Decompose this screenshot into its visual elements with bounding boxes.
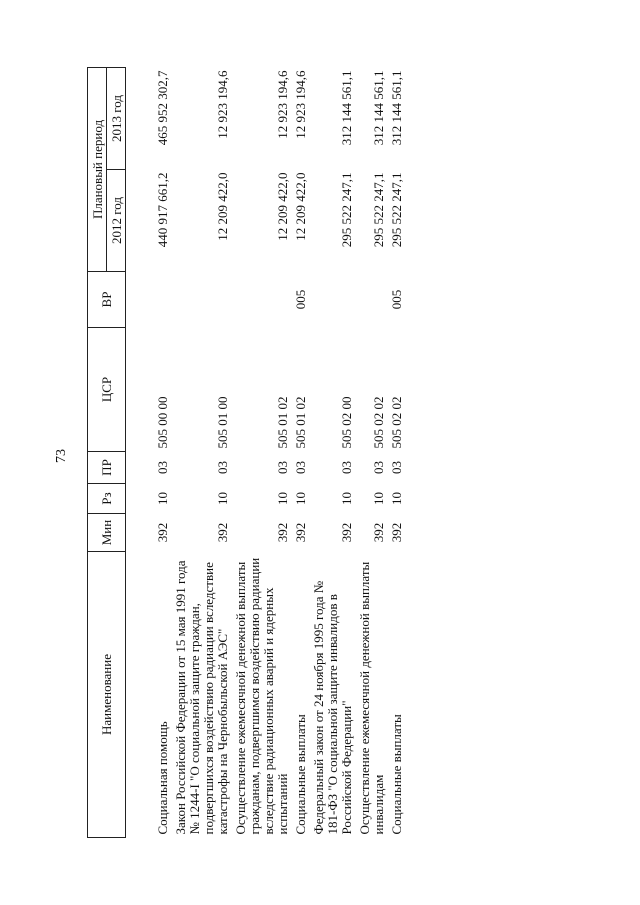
row-vr (310, 272, 356, 328)
table-row (232, 67, 292, 837)
table-row (126, 67, 173, 837)
row-rz: 10 (155, 492, 170, 505)
row-value-2013: 312 144 561,1 (389, 70, 404, 146)
header-plan-period: Плановый период (88, 67, 107, 271)
row-value-2012: 295 522 247,1 (371, 172, 386, 248)
table-row (172, 67, 232, 837)
header-name: Наименование (88, 552, 126, 838)
header-year-2013: 2013 год (107, 67, 126, 169)
row-value-2013: 12 923 194,6 (275, 70, 290, 139)
row-rz: 10 (275, 492, 290, 505)
row-value-2012: 295 522 247,1 (339, 172, 354, 248)
row-csr: 505 01 02 (275, 396, 290, 449)
row-rz: 10 (371, 492, 386, 505)
row-pr: 03 (339, 461, 354, 474)
row-csr: 505 00 00 (155, 396, 170, 449)
row-csr: 505 01 02 (293, 396, 308, 449)
row-pr: 03 (371, 461, 386, 474)
table-row (388, 67, 406, 837)
row-pr: 03 (275, 461, 290, 474)
row-value-2013: 312 144 561,1 (339, 70, 354, 146)
row-pr: 03 (293, 461, 308, 474)
row-value-2013: 465 952 302,7 (155, 70, 170, 146)
row-name: Осуществление ежемесячной денежной выплаты инвалидам (357, 561, 386, 835)
row-value-2012: 440 917 661,2 (155, 172, 170, 248)
row-rz: 10 (215, 492, 230, 505)
row-rz: 10 (339, 492, 354, 505)
row-name: Социальные выплаты (389, 714, 404, 835)
row-name: Федеральный закон от 24 ноября 1995 года № 181-ФЗ "О социальной защите инвалидов в Российской Федерации" (311, 580, 354, 835)
row-value-2012: 12 209 422,0 (215, 172, 230, 241)
row-value-2012: 12 209 422,0 (293, 172, 308, 241)
page-number: 73 (54, 449, 69, 463)
table-row (356, 67, 388, 837)
row-csr: 505 02 02 (389, 396, 404, 449)
row-rz: 10 (293, 492, 308, 505)
header-rz: Рз (88, 484, 126, 514)
rotated-table-wrapper (87, 68, 557, 838)
row-name: Осуществление ежемесячной денежной выплаты гражданам, подвергшимся воздействию радиации вследствие радиационных аварий и ядерных испытаний (233, 557, 290, 835)
row-value-2013: 12 923 194,6 (215, 70, 230, 139)
row-vr (356, 272, 388, 328)
row-csr: 505 02 00 (339, 396, 354, 449)
row-name: Социальные выплаты (293, 714, 308, 835)
row-min: 392 (389, 522, 404, 543)
row-vr: 005 (389, 289, 404, 310)
row-value-2013: 12 923 194,6 (293, 70, 308, 139)
row-min: 392 (155, 522, 170, 543)
row-min: 392 (215, 522, 230, 543)
table-body (126, 67, 407, 837)
row-vr (172, 272, 232, 328)
row-value-2013: 312 144 561,1 (371, 70, 386, 146)
header-min: Мин (88, 514, 126, 552)
row-name: Закон Российской Федерации от 15 мая 1991 года № 1244-I "О социальной защите граждан, подвергшихся воздействию радиации вследствие катастрофы на Чернобыльской АЭС" (173, 560, 230, 835)
row-value-2012: 12 209 422,0 (275, 172, 290, 241)
header-csr: ЦСР (88, 328, 126, 452)
row-min: 392 (275, 522, 290, 543)
budget-table (87, 67, 406, 838)
document-sheet (87, 68, 557, 838)
row-csr: 505 01 00 (215, 396, 230, 449)
header-vr: ВР (88, 272, 126, 328)
row-min: 392 (293, 522, 308, 543)
row-name: Социальная помощь (155, 721, 170, 835)
row-min: 392 (339, 522, 354, 543)
row-vr (232, 272, 292, 328)
row-vr: 005 (293, 289, 308, 310)
row-csr: 505 02 02 (371, 396, 386, 449)
header-year-2012: 2012 год (107, 170, 126, 272)
row-vr (126, 272, 173, 328)
table-header (88, 67, 126, 837)
row-rz: 10 (389, 492, 404, 505)
row-pr: 03 (215, 461, 230, 474)
row-min: 392 (371, 522, 386, 543)
table-row (292, 67, 310, 837)
row-pr: 03 (155, 461, 170, 474)
row-pr: 03 (389, 461, 404, 474)
row-value-2012: 295 522 247,1 (389, 172, 404, 248)
header-pr: ПР (88, 452, 126, 484)
table-row (310, 67, 356, 837)
